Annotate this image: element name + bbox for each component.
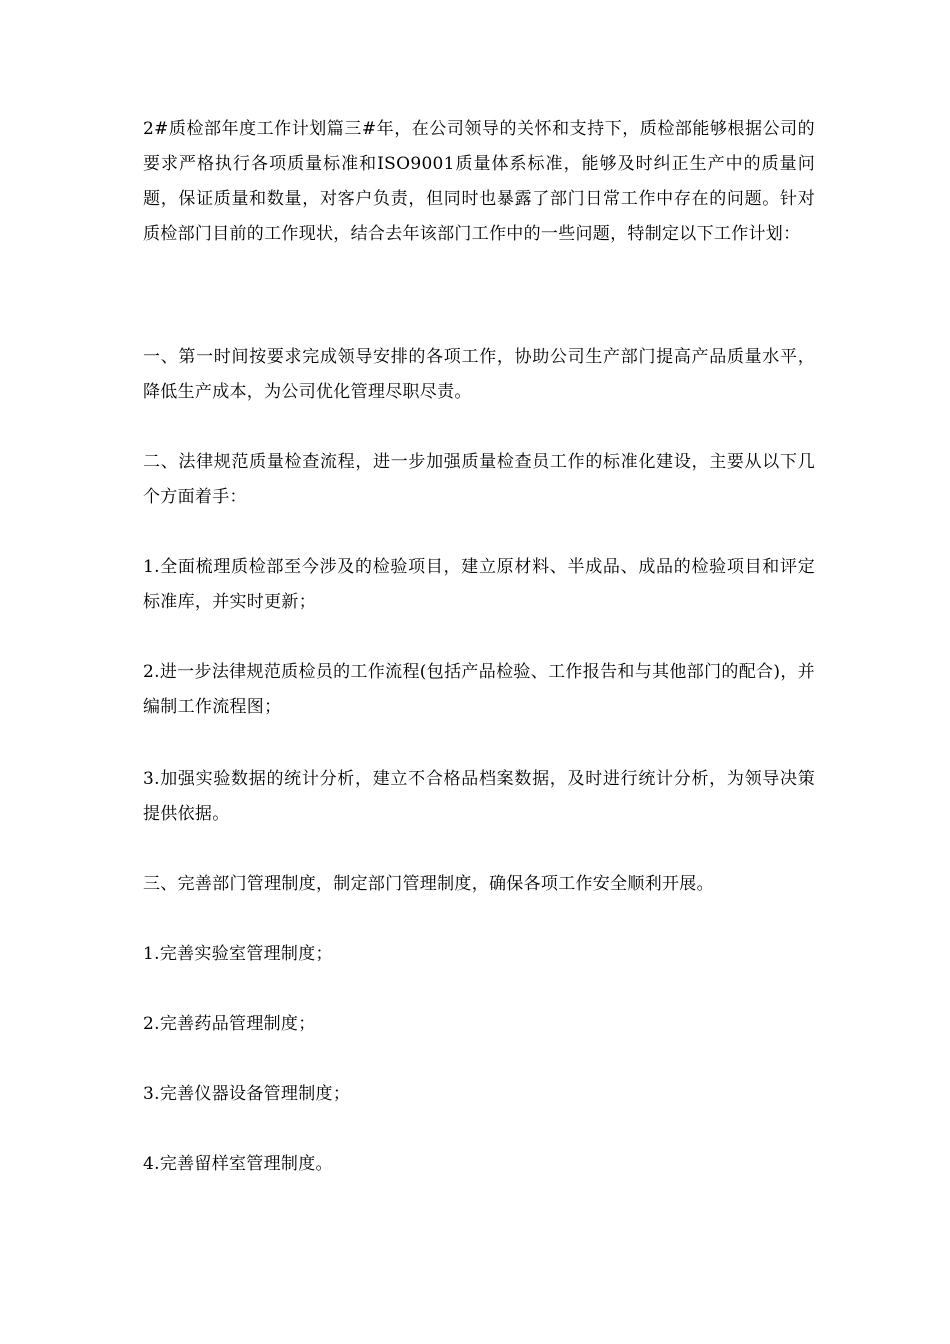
section-three-item-2: 2.完善药品管理制度； <box>143 1014 316 1034</box>
section-three-item-3: 3.完善仪器设备管理制度； <box>143 1084 351 1104</box>
section-three-paragraph: 三、完善部门管理制度，制定部门管理制度，确保各项工作安全顺利开展。 <box>143 874 714 894</box>
section-two-item-3: 3.加强实验数据的统计分析，建立不合格品档案数据，及时进行统计分析，为领导决策提供依据。 <box>143 769 815 824</box>
section-two-item-2: 2.进一步法律规范质检员的工作流程(包括产品检验、工作报告和与其他部门的配合)，并编制工作流程图； <box>143 662 815 717</box>
section-two-paragraph: 二、法律规范质量检查流程，进一步加强质量检查员工作的标准化建设，主要从以下几个方面着手： <box>143 452 815 507</box>
section-three-item-4: 4.完善留样室管理制度。 <box>143 1154 333 1174</box>
intro-paragraph: 2#质检部年度工作计划篇三#年，在公司领导的关怀和支持下，质检部能够根据公司的要求严格执行各项质量标准和ISO9001质量体系标准，能够及时纠正生产中的质量问题，保证质量和数量，对客户负责，但同时也暴露了部门日常工作中存在的问题。针对质检部门目前的工作现状，结合去年该部门工作中的一些问题，特制定以下工作计划： <box>143 119 815 244</box>
section-one-paragraph: 一、第一时间按要求完成领导安排的各项工作，协助公司生产部门提高产品质量水平，降低生产成本，为公司优化管理尽职尽责。 <box>143 347 815 402</box>
section-two-item-1: 1.全面梳理质检部至今涉及的检验项目，建立原材料、半成品、成品的检验项目和评定标准库，并实时更新； <box>143 557 815 612</box>
section-three-item-1: 1.完善实验室管理制度； <box>143 944 333 964</box>
